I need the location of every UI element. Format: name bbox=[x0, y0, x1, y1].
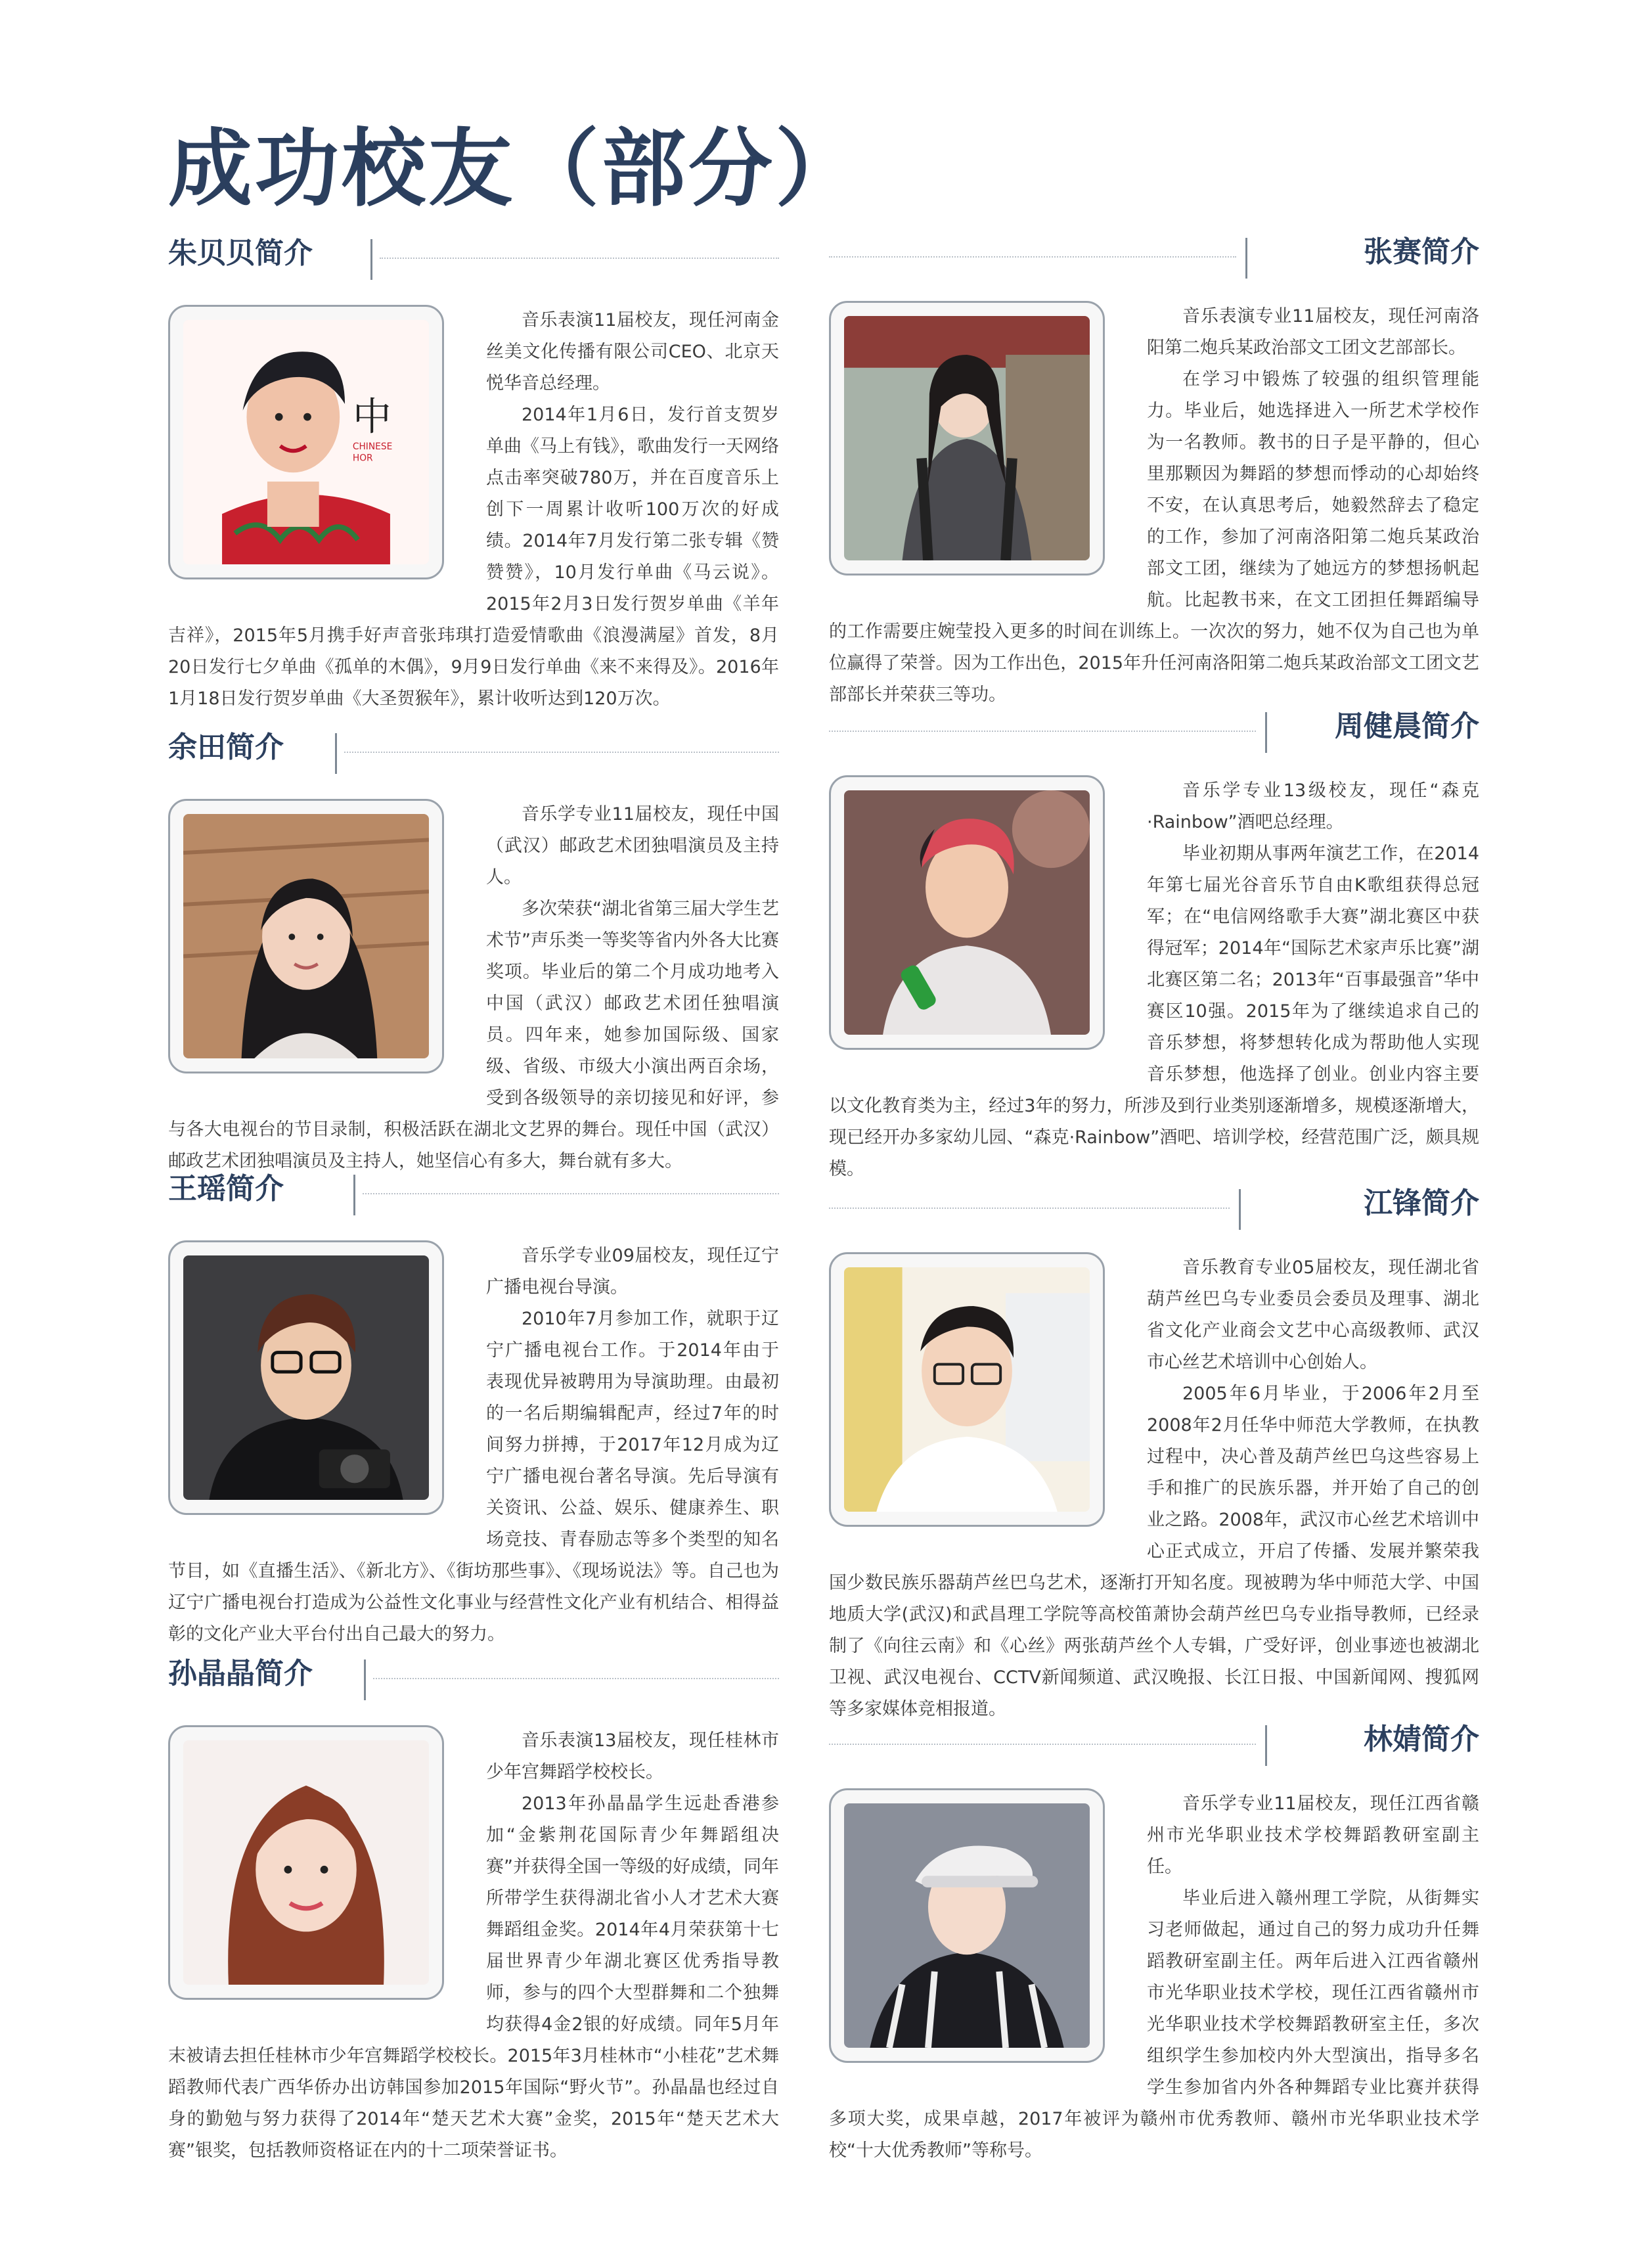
alumni-paragraph: 在学习中锻炼了较强的组织管理能力。毕业后，她选择进入一所艺术学校作为一名教师。教书的日子是平静的，但心里那颗因为舞蹈的梦想而悸动的心却始终不安，在认真思考后，她毅然辞去了稳定的工作，参加了河南洛阳第二炮兵某政治部文工团，继续为了她远方的梦想扬帆起航。比起教书来，在文工团担任舞蹈编导的工作需要庄婉莹投入更多的时间在训练上。一次次的努力，她不仅为自己也为单位赢得了荣誉。因为工作出色，2015年升任河南洛阳第二炮兵某政治部文工团文艺部部长并荣获三等功。 bbox=[829, 369, 1479, 705]
alumni-card-sun bbox=[168, 1656, 779, 2167]
alumni-paragraph: 毕业初期从事两年演艺工作，在2014年第七届光谷音乐节自由K歌组获得总冠军；在“电信网络歌手大赛”湖北赛区中获得冠军；2014年“国际艺术家声乐比赛”湖北赛区第二名；2013年“百事最强音”华中赛区10强。2015年为了继续追求自己的音乐梦想，将梦想转化成为帮助他人实现音乐梦想，他选择了创业。创业内容主要以文化教育类为主，经过3年的努力，所涉及到行业类别逐渐增多，规模逐渐增大，现已经开办多家幼儿园、“森克·Rainbow”酒吧、培训学校，经营范围广泛，颇具规模。 bbox=[829, 844, 1479, 1179]
alumni-name-title: 朱贝贝简介 bbox=[168, 237, 313, 270]
alumni-photo bbox=[168, 1725, 444, 2000]
svg-text:CHINESE: CHINESE bbox=[352, 441, 393, 452]
alumni-paragraph: 2013年孙晶晶学生远赴香港参加“金紫荆花国际青少年舞蹈组决赛”并获得全国一等级的好成绩，同年所带学生获得湖北省小人才艺术大赛舞蹈组金奖。2014年4月荣获第十七届世界青少年湖北赛区优秀指导教师，参与的四个大型群舞和二个独舞均获得4金2银的好成绩。同年5月年末被请去担任桂林市少年宫舞蹈学校校长。2015年3月桂林市“小桂花”艺术舞蹈教师代表广西华侨办出访韩国参加2015年国际“野火节”。孙晶晶也经过自身的勤勉与努力获得了2014年“楚天艺术大赛”金奖，2015年“楚天艺术大赛”银奖，包括教师资格证在内的十二项荣誉证书。 bbox=[168, 1794, 779, 2161]
alumni-paragraph: 音乐学专业11届校友，现任中国（武汉）邮政艺术团独唱演员及主持人。 bbox=[486, 804, 779, 888]
alumni-paragraph: 音乐表演专业11届校友，现任河南洛阳第二炮兵某政治部文工团文艺部部长。 bbox=[1147, 306, 1479, 358]
alumni-name-title: 林婧简介 bbox=[1364, 1723, 1479, 1756]
alumni-card-zhang bbox=[829, 234, 1479, 711]
alumni-card-wang bbox=[168, 1171, 779, 1650]
alumni-card-lin bbox=[829, 1721, 1479, 2167]
alumni-paragraph: 多次荣获“湖北省第三届大学生艺术节”声乐类一等奖等省内外各大比赛奖项。毕业后的第二个月成功地考入中国（武汉）邮政艺术团任独唱演员。四年来，她参加国际级、国家级、省级、市级大小演出两百余场，受到各级领导的亲切接见和好评，参与各大电视台的节目录制，积极活跃在湖北文艺界的舞台。现任中国（武汉）邮政艺术团独唱演员及主持人，她坚信心有多大，舞台就有多大。 bbox=[168, 899, 779, 1171]
alumni-card-zhou bbox=[829, 708, 1479, 1185]
alumni-name-title: 周健晨简介 bbox=[1335, 710, 1479, 743]
alumni-card-zhu bbox=[168, 235, 779, 715]
alumni-name-title: 王瑶简介 bbox=[168, 1172, 284, 1206]
alumni-photo bbox=[829, 301, 1105, 576]
alumni-paragraph: 音乐表演11届校友，现任河南金丝美文化传播有限公司CEO、北京天悦华音总经理。 bbox=[486, 310, 779, 394]
alumni-card-yu bbox=[168, 729, 779, 1177]
alumni-photo bbox=[829, 775, 1105, 1050]
alumni-photo bbox=[168, 1240, 444, 1515]
alumni-paragraph: 2014年1月6日，发行首支贺岁单曲《马上有钱》，歌曲发行一天网络点击率突破780万，并在百度音乐上创下一周累计收听100万次的好成绩。2014年7月发行第二张专辑《赞赞赞》，10月发行单曲《马云说》。2015年2月3日发行贺岁单曲《羊年吉祥》，2015年5月携手好声音张玮琪打造爱情歌曲《浪漫满屋》首发，8月20日发行七夕单曲《孤单的木偶》，9月9日发行单曲《来不来得及》。2016年1月18日发行贺岁单曲《大圣贺猴年》，累计收听达到120万次。 bbox=[168, 405, 779, 709]
logo-mark: 中 bbox=[352, 394, 391, 440]
alumni-paragraph: 音乐学专业09届校友，现任辽宁广播电视台导演。 bbox=[486, 1246, 779, 1298]
alumni-paragraph: 2010年7月参加工作，就职于辽宁广播电视台工作。于2014年由于表现优异被聘用为导演助理。由最初的一名后期编辑配声，经过7年的时间努力拼搏，于2017年12月成为辽宁广播电视台著名导演。先后导演有关资讯、公益、娱乐、健康养生、职场竞技、青春励志等多个类型的知名节目，如《直播生活》、《新北方》、《街坊那些事》、《现场说法》等。自己也为辽宁广播电视台打造成为公益性文化事业与经营性文化产业有机结合、相得益彰的文化产业大平台付出自己最大的努力。 bbox=[168, 1309, 779, 1644]
alumni-photo bbox=[168, 799, 444, 1073]
alumni-paragraph: 音乐学专业11届校友，现任江西省赣州市光华职业技术学校舞蹈教研室副主任。 bbox=[1147, 1794, 1479, 1877]
alumni-paragraph: 音乐学专业13级校友，现任“森克·Rainbow”酒吧总经理。 bbox=[1147, 780, 1479, 832]
alumni-name-title: 张赛简介 bbox=[1364, 235, 1479, 269]
alumni-photo bbox=[168, 305, 444, 579]
page-title: 成功校友（部分） bbox=[168, 120, 862, 218]
alumni-name-title: 孙晶晶简介 bbox=[168, 1657, 313, 1690]
alumni-paragraph: 2005年6月毕业，于2006年2月至2008年2月任华中师范大学教师，在执教过程中，决心普及葫芦丝巴乌这些容易上手和推广的民族乐器，并开始了自己的创业之路。2008年，武汉市心丝艺术培训中心正式成立，开启了传播、发展并繁荣我国少数民族乐器葫芦丝巴乌艺术，逐渐打开知名度。现被聘为华中师范大学、中国地质大学(武汉)和武昌理工学院等高校笛萧协会葫芦丝巴乌专业指导教师，已经录制了《向往云南》和《心丝》两张葫芦丝个人专辑，广受好评，创业事迹也被湖北卫视、武汉电视台、CCTV新闻频道、武汉晚报、长江日报、中国新闻网、搜狐网等多家媒体竞相报道。 bbox=[829, 1384, 1479, 1719]
alumni-photo bbox=[829, 1788, 1105, 2063]
alumni-paragraph: 毕业后进入赣州理工学院，从街舞实习老师做起，通过自己的努力成功升任舞蹈教研室副主任。两年后进入江西省赣州市光华职业技术学校，现任江西省赣州市光华职业技术学校舞蹈教研室主任，多次组织学生参加校内外大型演出，指导多名学生参加省内外各种舞蹈专业比赛并获得多项大奖，成果卓越，2017年被评为赣州市优秀教师、赣州市光华职业技术学校“十大优秀教师”等称号。 bbox=[829, 1888, 1479, 2161]
alumni-paragraph: 音乐教育专业05届校友，现任湖北省葫芦丝巴乌专业委员会委员及理事、湖北省文化产业商会文艺中心高级教师、武汉市心丝艺术培训中心创始人。 bbox=[1147, 1257, 1479, 1372]
alumni-photo bbox=[829, 1252, 1105, 1527]
alumni-card-jiang bbox=[829, 1185, 1479, 1725]
alumni-name-title: 江锋简介 bbox=[1364, 1186, 1479, 1220]
svg-text:HOR: HOR bbox=[352, 453, 373, 464]
alumni-paragraph: 音乐表演13届校友，现任桂林市少年宫舞蹈学校校长。 bbox=[486, 1730, 779, 1782]
alumni-name-title: 余田简介 bbox=[168, 731, 284, 764]
